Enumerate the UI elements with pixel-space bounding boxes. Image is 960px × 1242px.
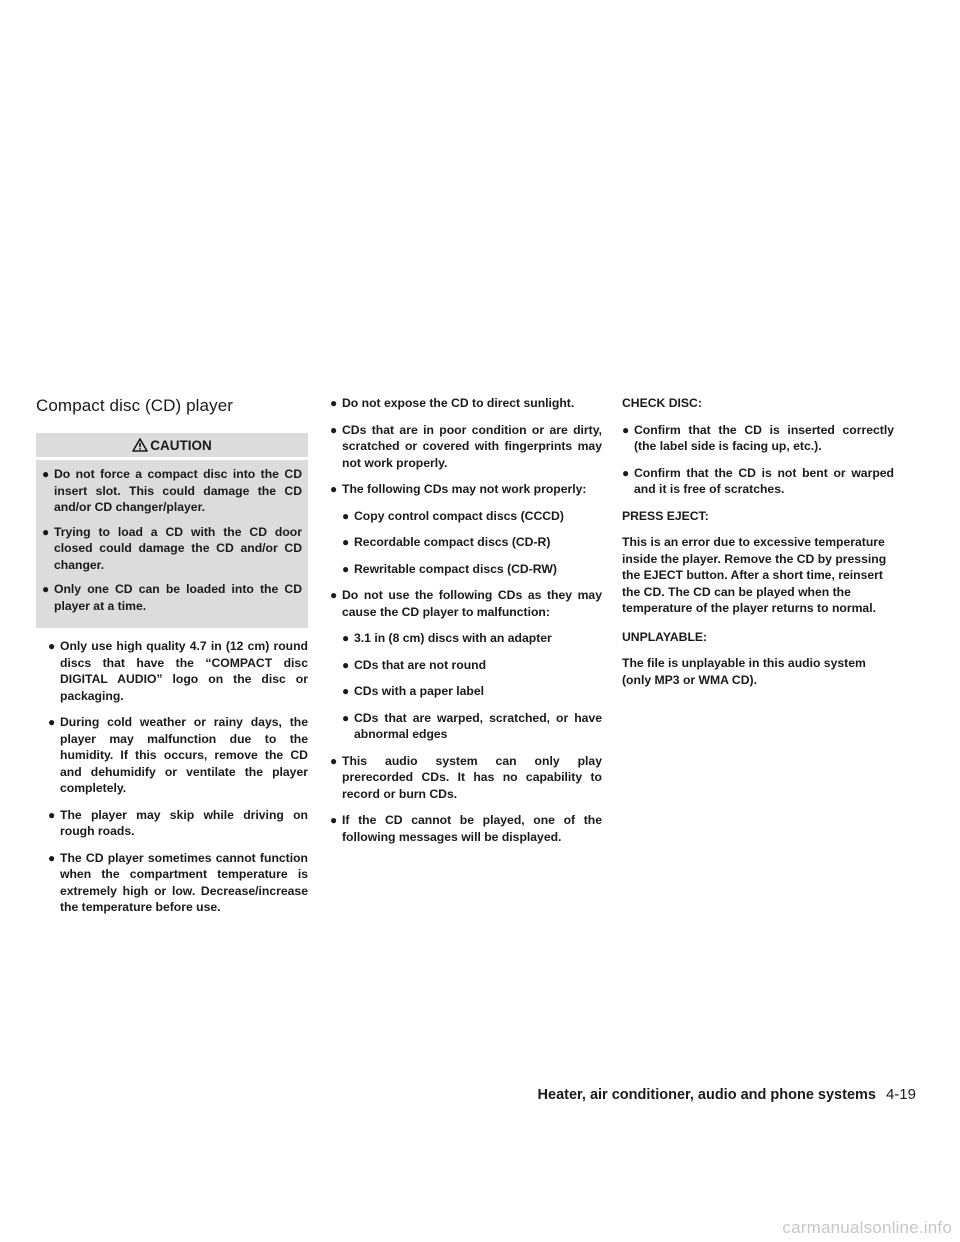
bullet-icon: ● xyxy=(42,467,50,481)
unplayable-text: The file is unplayable in this audio system (only MP3 or WMA CD). xyxy=(622,656,866,687)
bullet-icon: ● xyxy=(48,715,56,729)
list-item: ● Confirm that the CD is not bent or warped and it is free of scratches. xyxy=(622,465,894,496)
bullet-icon: ● xyxy=(330,588,338,602)
sub-list-item: ● Copy control compact discs (CCCD) xyxy=(342,508,564,523)
warning-triangle-icon xyxy=(132,438,148,452)
list-item: ● The following CDs may not work properly: xyxy=(330,482,587,496)
list-item: ● During cold weather or rainy days, the player may malfunction due to the humidity. If this occurs, remove the CD and dehumidify or ventilate the player completely. xyxy=(48,715,308,795)
sub-list-item: ● Recordable compact discs (CD-R) xyxy=(342,535,551,549)
list-item: ● Confirm that the CD is inserted correctly (the label side is facing up, etc.). xyxy=(622,422,894,453)
list-item: ● Do not use the following CDs as they may cause the CD player to malfunction: xyxy=(330,588,602,619)
bullet-icon: ● xyxy=(48,850,56,865)
bullet-icon: ● xyxy=(48,639,56,653)
bullet-icon: ● xyxy=(330,753,338,768)
list-item: ● Do not expose the CD to direct sunlight. xyxy=(330,396,575,410)
press-eject-text: This is an error due to excessive temperature inside the player. Remove the CD by pressing the EJECT button. After a short time, reinsert the CD. The CD can be played when the temperature of the player returns to normal. xyxy=(622,535,887,615)
bullet-icon: ● xyxy=(42,582,50,596)
press-eject-label: PRESS EJECT: xyxy=(622,508,709,523)
column-left xyxy=(36,395,308,926)
bullet-icon: ● xyxy=(342,508,350,523)
bullet-icon: ● xyxy=(330,422,338,437)
bullet-icon: ● xyxy=(342,710,350,725)
caution-item: ● Only one CD can be loaded into the CD player at a time. xyxy=(42,582,302,613)
page-number: 4-19 xyxy=(885,1086,916,1103)
bullet-icon: ● xyxy=(342,631,350,645)
check-disc-list xyxy=(622,422,894,498)
bullet-icon: ● xyxy=(342,657,350,672)
sub-list-item: ● CDs that are warped, scratched, or have abnormal edges xyxy=(342,710,602,741)
check-disc-label: CHECK DISC: xyxy=(622,396,702,410)
bullet-icon: ● xyxy=(622,465,630,480)
sub-list xyxy=(330,508,602,578)
list-item: ● This audio system can only play prerecorded CDs. It has no capability to record or burn CDs. xyxy=(330,753,602,801)
bullet-icon: ● xyxy=(42,524,50,539)
sub-list xyxy=(330,630,602,743)
bullet-icon: ● xyxy=(48,807,56,822)
bullet-icon: ● xyxy=(330,813,338,827)
column-middle xyxy=(330,395,602,855)
watermark: carmanualsonline.info xyxy=(782,1218,952,1237)
sub-list-item: ● CDs with a paper label xyxy=(342,684,485,698)
chapter-title: Heater, air conditioner, audio and phone systems xyxy=(537,1087,876,1103)
unplayable-label: UNPLAYABLE: xyxy=(622,629,708,644)
notes-list-left xyxy=(36,638,308,916)
sub-list-item: ● CDs that are not round xyxy=(342,657,487,672)
bullet-icon: ● xyxy=(622,422,630,437)
bullet-icon: ● xyxy=(342,561,350,576)
caution-label: CAUTION xyxy=(150,437,212,453)
bullet-icon: ● xyxy=(342,535,350,549)
page-footer xyxy=(538,1086,916,1103)
section-title: Compact disc (CD) player xyxy=(36,396,234,415)
notes-list-middle xyxy=(330,395,602,845)
column-right xyxy=(622,395,894,700)
list-item: ● The CD player sometimes cannot function when the compartment temperature is extremely high or low. Decrease/increase the temperature before use. xyxy=(48,850,308,914)
bullet-icon: ● xyxy=(342,684,350,698)
caution-list xyxy=(36,460,308,624)
list-item: ● The player may skip while driving on rough roads. xyxy=(48,807,308,838)
sub-list-item: ● 3.1 in (8 cm) discs with an adapter xyxy=(342,631,552,645)
caution-item: ● Trying to load a CD with the CD door closed could damage the CD and/or CD changer. xyxy=(42,524,302,572)
bullet-icon: ● xyxy=(330,396,338,410)
list-item: ● Only use high quality 4.7 in (12 cm) round discs that have the “COMPACT disc DIGITAL AUDIO” logo on the disc or packaging. xyxy=(48,639,308,703)
sub-list-item: ● Rewritable compact discs (CD-RW) xyxy=(342,561,557,576)
caution-item: ● Do not force a compact disc into the CD insert slot. This could damage the CD and/or CD changer/player. xyxy=(42,467,302,514)
caution-heading xyxy=(36,433,308,460)
list-item: ● If the CD cannot be played, one of the following messages will be displayed. xyxy=(330,813,602,844)
bullet-icon: ● xyxy=(330,482,338,496)
caution-box xyxy=(36,433,308,628)
list-item: ● CDs that are in poor condition or are dirty, scratched or covered with fingerprints may not work properly. xyxy=(330,422,602,470)
